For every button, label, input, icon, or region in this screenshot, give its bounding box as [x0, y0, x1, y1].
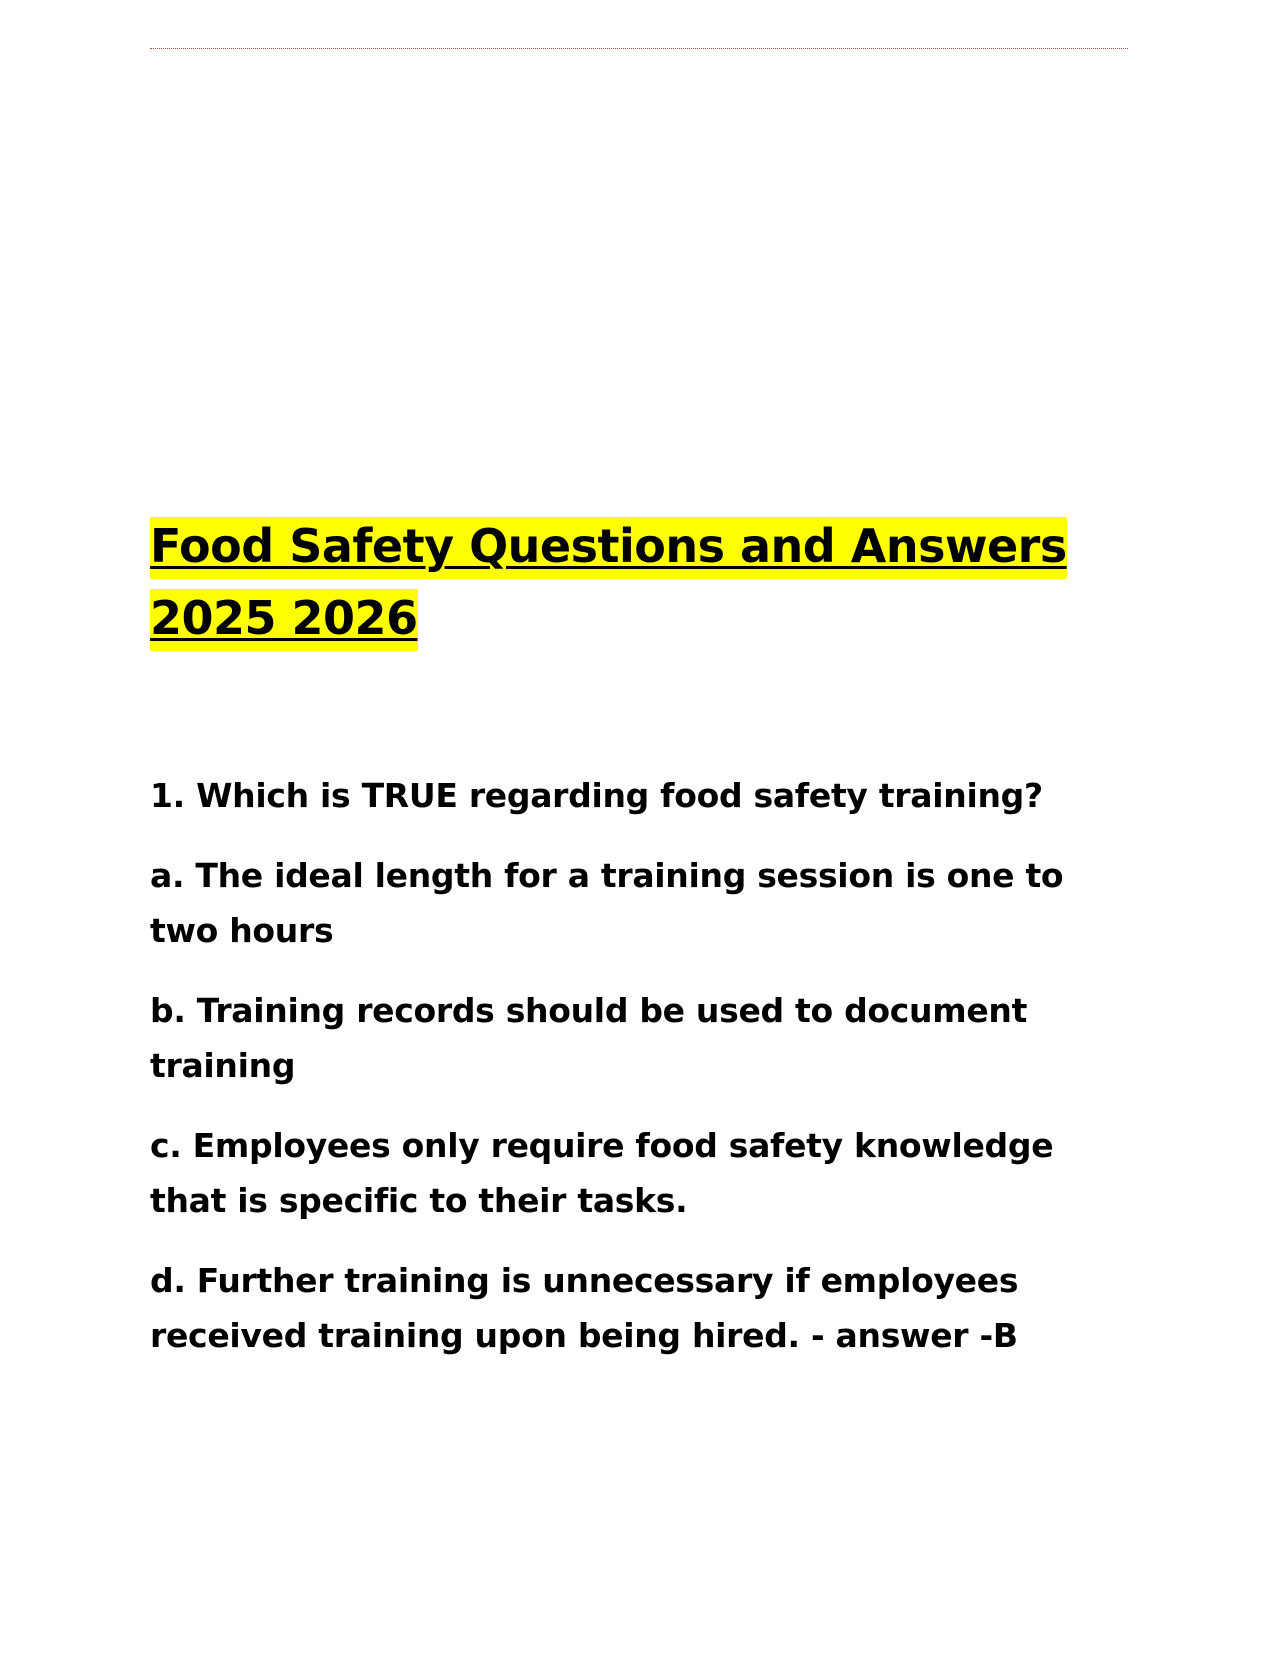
- question-text: 1. Which is TRUE regarding food safety training?: [150, 776, 1043, 815]
- header-divider: [150, 48, 1128, 49]
- option-c: c. Employees only require food safety knowledge that is specific to their tasks.: [150, 1126, 1054, 1220]
- option-d: d. Further training is unnecessary if employees received training upon being hired. - answer -B: [150, 1261, 1019, 1355]
- option-b: b. Training records should be used to document training: [150, 991, 1028, 1085]
- question-block: [150, 768, 1110, 1388]
- option-a: a. The ideal length for a training session is one to two hours: [150, 856, 1064, 950]
- document-title-text: Food Safety Questions and Answers 2025 2026: [150, 517, 1067, 651]
- document-title: [150, 510, 1130, 654]
